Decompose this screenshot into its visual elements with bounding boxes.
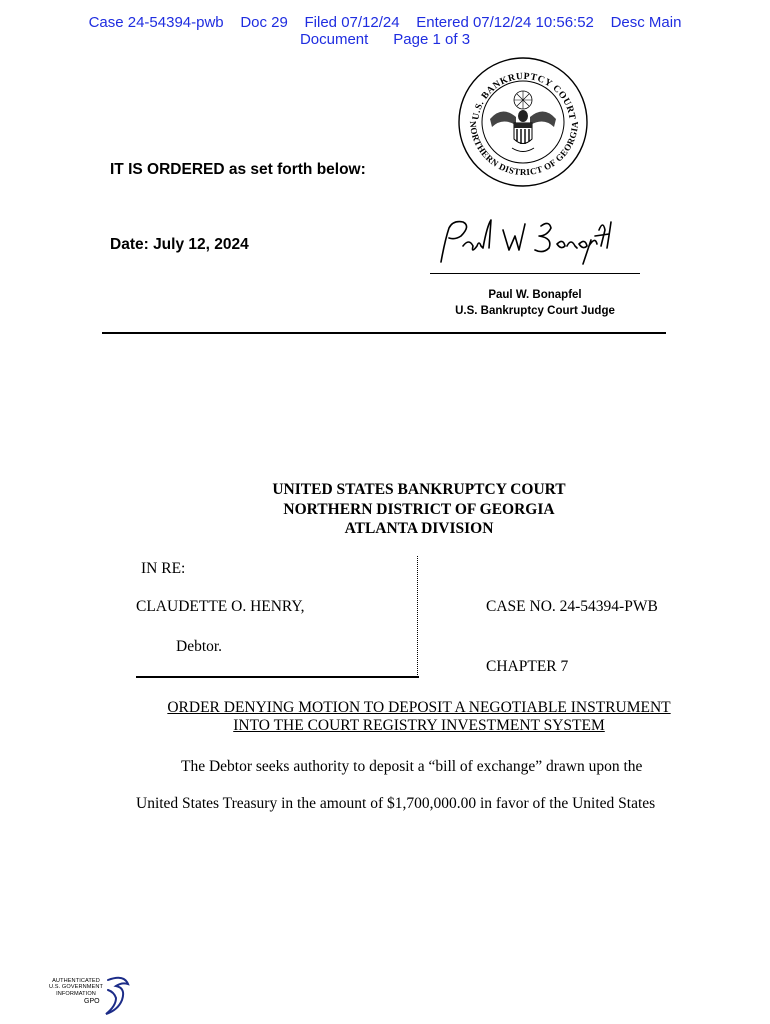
chapter-number: CHAPTER 7 [486, 658, 569, 675]
seal-bottom-text: NORTHERN DISTRICT OF GEORGIA [467, 120, 581, 178]
in-re-label: IN RE: [141, 560, 186, 577]
ordered-heading: IT IS ORDERED as set forth below: [110, 161, 366, 178]
gpo-line2: U.S. GOVERNMENT [48, 984, 104, 991]
caption-vertical-rule [417, 556, 418, 677]
order-date: Date: July 12, 2024 [110, 236, 249, 253]
signature-line [430, 273, 640, 274]
order-divider [102, 332, 666, 334]
gpo-line3: INFORMATION [56, 990, 96, 997]
court-district: NORTHERN DISTRICT OF GEORGIA [283, 501, 555, 518]
court-seal [456, 55, 591, 190]
order-title-line1: ORDER DENYING MOTION TO DEPOSIT A NEGOTIABLE INSTRUMENT [167, 699, 671, 716]
judge-signature [433, 216, 613, 268]
body-paragraph-line2: United States Treasury in the amount of $1,700,000.00 in favor of the United States [136, 795, 656, 812]
eagle-swoosh-icon [102, 974, 132, 1016]
body-paragraph-line1: The Debtor seeks authority to deposit a “bill of exchange” drawn upon the [181, 758, 643, 775]
order-title-line2: INTO THE COURT REGISTRY INVESTMENT SYSTEM [233, 717, 605, 734]
gpo-authentication-logo [44, 974, 134, 1018]
gpo-mark: GPO [84, 998, 100, 1005]
case-number: CASE NO. 24-54394-PWB [486, 598, 658, 615]
debtor-label: Debtor. [176, 638, 223, 655]
filing-stamp-line1: Case 24-54394-pwb Doc 29 Filed 07/12/24 Entered 07/12/24 10:56:52 Desc Main [88, 14, 682, 31]
seal-top-text: U.S. BANKRUPTCY COURT [471, 71, 577, 121]
filing-stamp-line2: Document Page 1 of 3 [299, 31, 471, 48]
caption-bottom-rule [136, 676, 419, 678]
judge-title: U.S. Bankruptcy Court Judge [455, 305, 615, 317]
court-name: UNITED STATES BANKRUPTCY COURT [272, 481, 566, 498]
debtor-name: CLAUDETTE O. HENRY, [136, 598, 305, 615]
judge-name: Paul W. Bonapfel [488, 289, 582, 301]
gpo-line1: AUTHENTICATED [52, 978, 100, 984]
court-division: ATLANTA DIVISION [344, 520, 494, 537]
